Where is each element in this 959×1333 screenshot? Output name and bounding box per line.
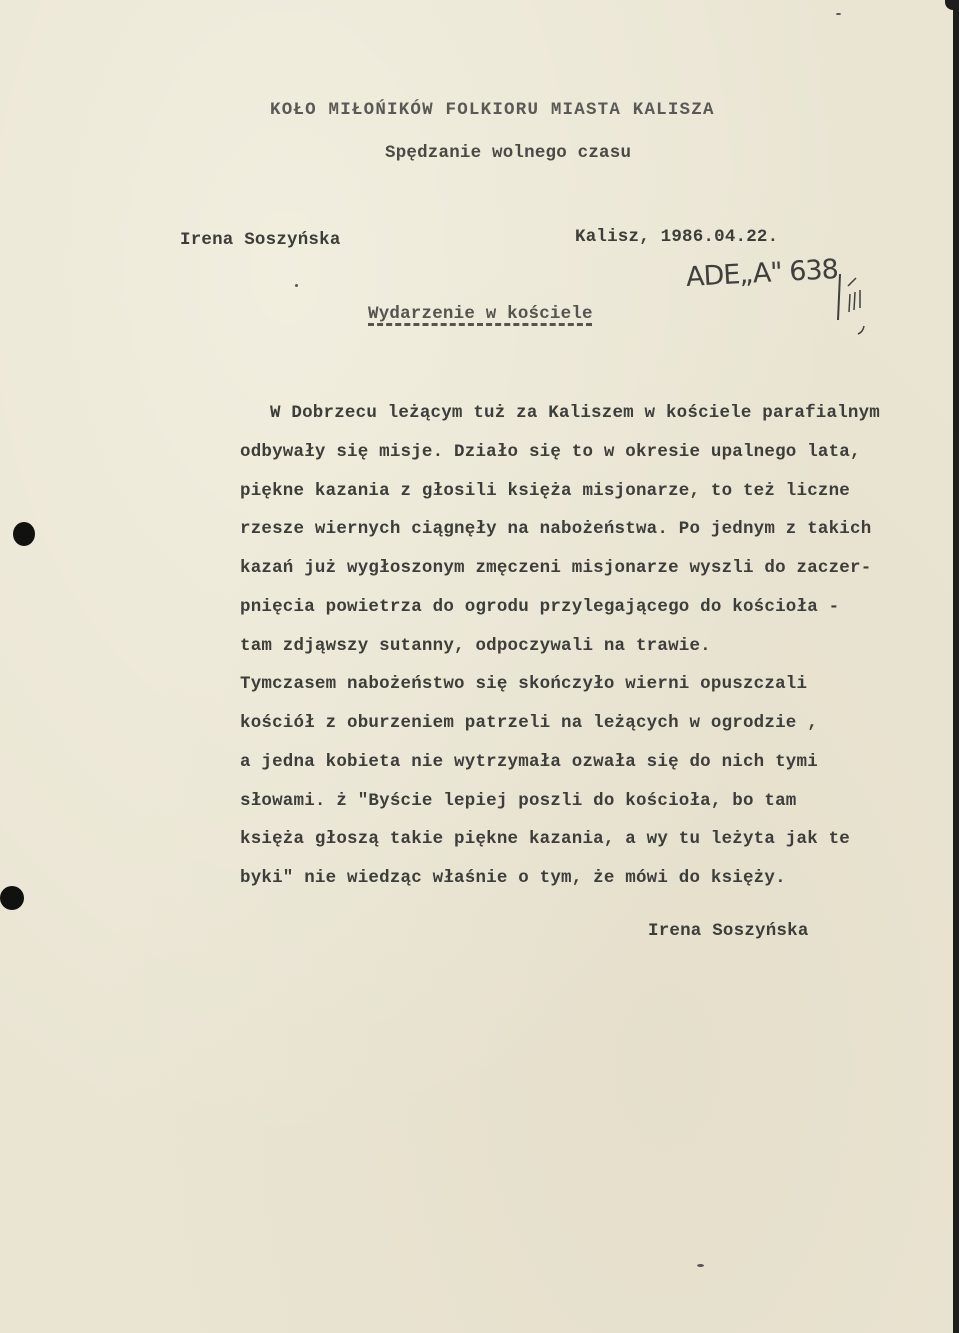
document-subtitle: Spędzanie wolnego czasu bbox=[385, 143, 632, 163]
paper-speck bbox=[295, 284, 298, 287]
body-line: W Dobrzecu leżącym tuż za Kaliszem w kościele parafialnym bbox=[270, 403, 880, 423]
body-line: pnięcia powietrza do ogrodu przylegającego do kościoła - bbox=[240, 597, 840, 617]
body-line: odbywały się misje. Działo się to w okresie upalnego lata, bbox=[240, 442, 861, 462]
archive-note-fraction-mark bbox=[836, 272, 876, 342]
paper-speck bbox=[836, 13, 841, 15]
body-line: księża głoszą takie piękne kazania, a wy tu leżyta jak te bbox=[240, 829, 850, 849]
archive-note-handwritten: ADE„A" 638 bbox=[685, 254, 839, 293]
body-line: byki" nie wiedząc właśnie o tym, że mówi do księży. bbox=[240, 868, 786, 888]
organization-header: KOŁO MIŁOŃIKÓW FOLKIORU MIASTA KALISZA bbox=[270, 100, 715, 120]
punch-hole-lower bbox=[0, 886, 24, 910]
body-line: słowami. ż "Byście lepiej poszli do kościoła, bo tam bbox=[240, 791, 797, 811]
place-and-date: Kalisz, 1986.04.22. bbox=[575, 227, 779, 247]
document-title: Wydarzenie w kościele bbox=[368, 304, 593, 324]
author-name: Irena Soszyńska bbox=[180, 230, 341, 250]
body-line: kazań już wygłoszonym zmęczeni misjonarze wyszli do zaczer- bbox=[240, 558, 872, 578]
body-line: rzesze wiernych ciągnęły na nabożeństwa. Po jednym z takich bbox=[240, 519, 872, 539]
signature: Irena Soszyńska bbox=[648, 921, 809, 941]
paper-speck bbox=[697, 1264, 704, 1267]
body-line: Tymczasem nabożeństwo się skończyło wierni opuszczali bbox=[240, 674, 808, 694]
body-line: piękne kazania z głosili księża misjonarze, to też liczne bbox=[240, 481, 850, 501]
body-line: tam zdjąwszy sutanny, odpoczywali na trawie. bbox=[240, 636, 711, 656]
body-line: kościół z oburzeniem patrzeli na leżących w ogrodzie , bbox=[240, 713, 818, 733]
scan-edge-shadow bbox=[953, 0, 959, 1333]
body-line: a jedna kobieta nie wytrzymała ozwała się do nich tymi bbox=[240, 752, 818, 772]
punch-hole-upper bbox=[13, 522, 35, 546]
